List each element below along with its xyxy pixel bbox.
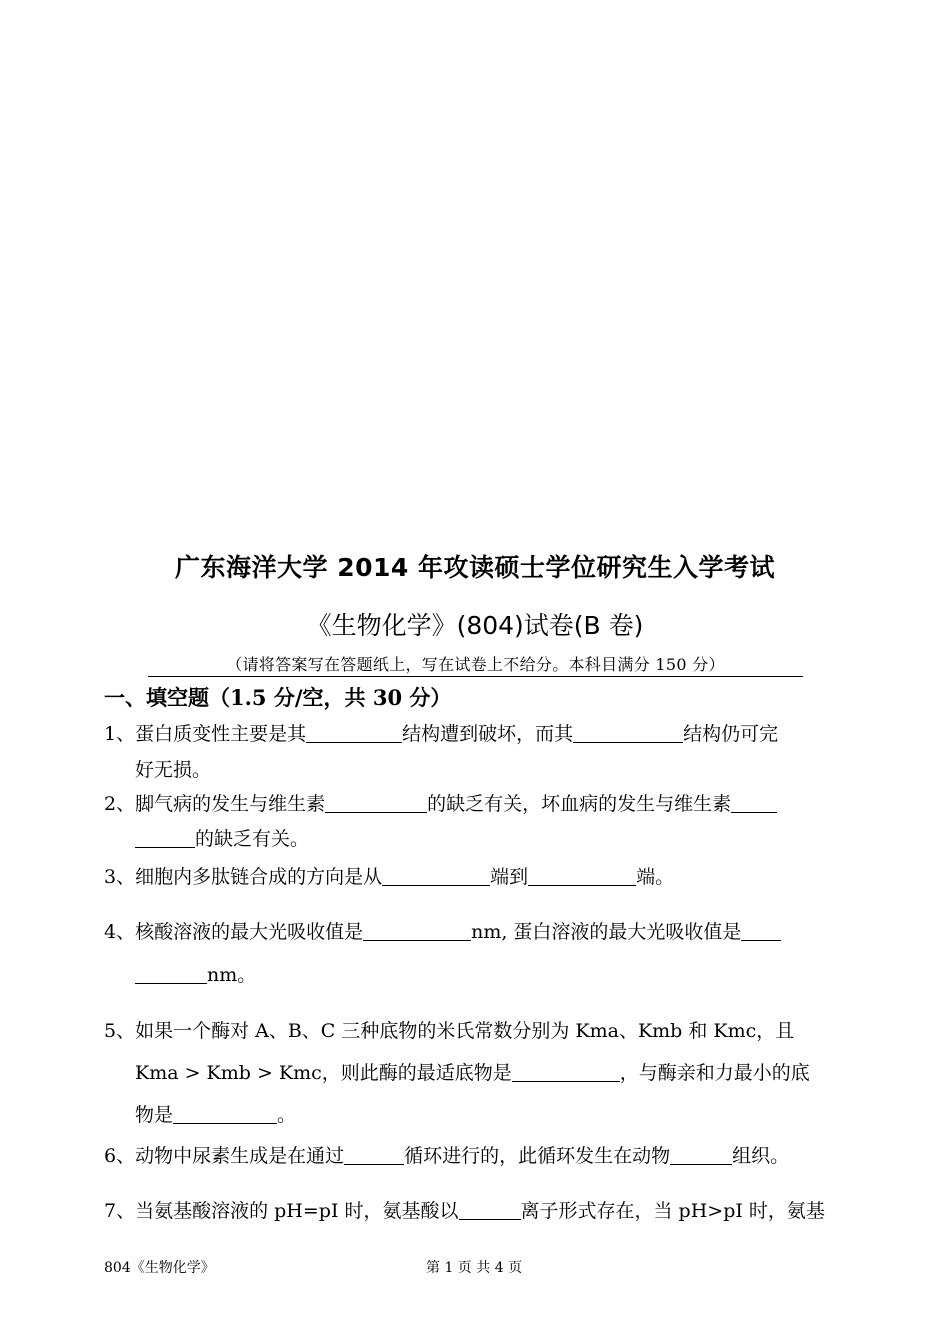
q1-text-a: 1、蛋白质变性主要是其 xyxy=(104,723,307,745)
answer-blank xyxy=(135,828,195,848)
answer-blank xyxy=(731,793,777,813)
question-5 xyxy=(104,1016,849,1043)
question-2-continued xyxy=(104,824,849,851)
q5-text-e: 。 xyxy=(277,1104,297,1126)
answer-blank xyxy=(325,793,427,813)
q3-text-a: 3、细胞内多肽链合成的方向是从 xyxy=(104,866,383,888)
answer-blank xyxy=(670,1145,732,1165)
exam-instructions: （请将答案写在答题纸上，写在试卷上不给分。本科目满分 150 分） xyxy=(148,652,803,677)
q3-text-c: 端。 xyxy=(636,866,675,888)
footer-page-number: 第 1 页 共 4 页 xyxy=(426,1260,523,1276)
question-6 xyxy=(104,1141,849,1168)
question-4 xyxy=(104,917,849,944)
answer-blank xyxy=(135,964,207,984)
q6-text-c: 组织。 xyxy=(732,1145,790,1167)
q6-text-a: 6、动物中尿素生成是在通过 xyxy=(104,1145,345,1167)
q1-text-c: 结构仍可完 xyxy=(683,723,779,745)
answer-blank xyxy=(741,921,781,941)
question-5-line-3 xyxy=(104,1100,880,1127)
q6-text-b: 循环进行的，此循环发生在动物 xyxy=(404,1145,671,1167)
answer-blank xyxy=(459,1200,521,1220)
answer-blank xyxy=(512,1062,620,1082)
answer-blank xyxy=(573,723,683,743)
question-1 xyxy=(104,719,849,746)
q2-text-a: 2、脚气病的发生与维生素 xyxy=(104,793,326,815)
q5-text-a: 5、如果一个酶对 A、B、C 三种底物的米氏常数分别为 Kma、Kmb 和 Kmc，且 xyxy=(104,1020,795,1042)
q5-text-c: ，与酶亲和力最小的底 xyxy=(619,1062,810,1084)
answer-blank xyxy=(382,866,490,886)
q2-text-b: 的缺乏有关，坏血病的发生与维生素 xyxy=(427,793,732,815)
answer-blank xyxy=(306,723,402,743)
question-3 xyxy=(104,862,849,889)
q4-text-a: 4、核酸溶液的最大光吸收值是 xyxy=(104,921,364,943)
q1-text-b: 结构遭到破坏，而其 xyxy=(402,723,574,745)
q2-text-c: 的缺乏有关。 xyxy=(195,828,310,850)
exam-subtitle: 《生物化学》(804)试卷(B 卷) xyxy=(306,611,644,640)
q4-text-b: nm, 蛋白溶液的最大光吸收值是 xyxy=(471,921,742,943)
q7-text-b: 离子形式存在，当 pH>pI 时，氨基 xyxy=(520,1200,825,1222)
question-1-continued xyxy=(104,755,880,782)
q7-text-a: 7、当氨基酸溶液的 pH=pI 时，氨基酸以 xyxy=(104,1200,459,1222)
question-4-continued xyxy=(104,960,849,987)
q1-text-d: 好无损。 xyxy=(135,759,212,781)
answer-blank xyxy=(363,921,471,941)
answer-blank xyxy=(528,866,636,886)
footer-course: 804《生物化学》 xyxy=(104,1260,215,1276)
question-7 xyxy=(104,1196,849,1223)
answer-blank xyxy=(344,1145,404,1165)
question-5-line-2 xyxy=(104,1058,880,1085)
section-heading: 一、填空题（1.5 分/空，共 30 分） xyxy=(104,685,452,710)
answer-blank xyxy=(173,1104,277,1124)
exam-title: 广东海洋大学 2014 年攻读硕士学位研究生入学考试 xyxy=(175,553,775,582)
q3-text-b: 端到 xyxy=(490,866,529,888)
q5-text-d: 物是 xyxy=(135,1104,174,1126)
question-2 xyxy=(104,789,849,816)
q4-text-c: nm。 xyxy=(207,964,257,986)
q5-text-b: Kma > Kmb > Kmc，则此酶的最适底物是 xyxy=(135,1062,512,1084)
